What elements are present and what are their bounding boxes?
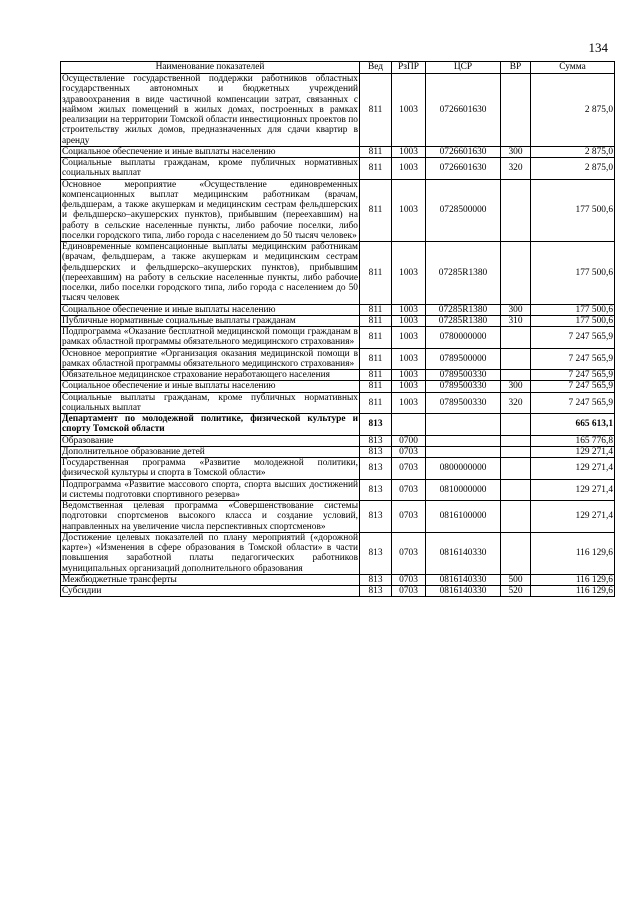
cell-vr: 500 [501,574,531,585]
cell-name: Социальное обеспечение и иные выплаты населению [61,381,360,392]
table-row [61,458,615,480]
cell-rzpr: 0703 [392,479,426,501]
cell-name: Осуществление государственной поддержки работников областных государственных автономных и бюджетных учреждений здравоохранения в виде частичной компенсации затрат, связанных с наймом жилых помещений в жилых домах, построенных в рамках реализации на территории Томской области инвестиционных проектов по строительству жилых домов, предназначенных для сдачи квартир в аренду [62,74,358,146]
cell-sum: 177 500,6 [531,179,615,242]
cell-csr: 0789500000 [426,348,501,370]
header-rzpr: РзПР [392,62,426,74]
cell-rzpr: 1003 [392,392,426,414]
cell-name: Субсидии [61,586,360,597]
header-ved: Вед [360,62,392,74]
cell-name: Межбюджетные трансферты [61,574,360,585]
cell-rzpr: 1003 [392,74,426,147]
cell-sum: 7 247 565,9 [531,327,615,349]
page-number: 134 [588,40,608,55]
cell-vr: 320 [501,392,531,414]
cell-sum: 2 875,0 [531,146,615,157]
cell-csr: 0789500330 [426,381,501,392]
cell-vr: 320 [501,158,531,180]
cell-vr [501,348,531,370]
cell-ved: 813 [360,479,392,501]
cell-vr: 300 [501,146,531,157]
cell-sum: 116 129,6 [531,586,615,597]
cell-name: Основное мероприятие «Осуществление единовременных компенсационных выплат медицинским работникам (врачам, фельдшерам, а также акушеркам и медицинским сестрам фельдшерских и фельдшерско–акушерских пунктов), прибывшим (переехавшим) на работу в сельские населенные пункты, либо рабочие поселки, либо поселки городского типа, либо города с населением до 50 тысяч человек» [62,179,358,241]
cell-ved: 811 [360,381,392,392]
table-row [61,381,615,392]
cell-ved: 811 [360,74,392,147]
cell-csr: 0816140330 [426,574,501,585]
cell-csr: 07285R1380 [426,304,501,315]
cell-name: Подпрограмма «Развитие массового спорта, спорта высших достижений и системы подготовки спортивного резерва» [62,479,358,500]
table-row [61,327,615,349]
cell-csr: 07285R1380 [426,242,501,305]
cell-ved: 813 [360,532,392,574]
table-row [61,370,615,381]
cell-ved: 811 [360,315,392,326]
cell-vr: 520 [501,586,531,597]
budget-table [60,61,615,597]
table-row [61,392,615,414]
cell-name: Публичные нормативные социальные выплаты гражданам [61,315,360,326]
cell-rzpr [392,414,426,436]
cell-vr [501,242,531,305]
cell-rzpr: 1003 [392,304,426,315]
cell-sum: 116 129,6 [531,574,615,585]
cell-csr: 0726601630 [426,146,501,157]
table-row [61,435,615,446]
cell-vr [501,532,531,574]
cell-ved: 813 [360,446,392,457]
table-row [61,479,615,501]
cell-ved: 813 [360,414,392,436]
cell-vr [501,370,531,381]
table-row [61,158,615,180]
cell-vr [501,414,531,436]
cell-name: Достижение целевых показателей по плану мероприятий («дорожной карте») «Изменения в сфере образования в Томской области» в части повышения заработной платы педагогических работников муниципальных организаций дополнительного образования [62,532,358,574]
cell-ved: 811 [360,179,392,242]
table-row [61,414,615,436]
cell-csr [426,446,501,457]
table-row [61,242,615,305]
cell-csr: 0816140330 [426,586,501,597]
cell-csr: 0789500330 [426,370,501,381]
cell-ved: 811 [360,370,392,381]
cell-vr [501,479,531,501]
cell-vr [501,179,531,242]
cell-sum: 177 500,6 [531,304,615,315]
cell-vr [501,458,531,480]
cell-ved: 811 [360,327,392,349]
cell-csr [426,414,501,436]
cell-ved: 811 [360,304,392,315]
table-row [61,574,615,585]
header-csr: ЦСР [426,62,501,74]
cell-rzpr: 0700 [392,435,426,446]
cell-rzpr: 0703 [392,458,426,480]
cell-vr: 300 [501,381,531,392]
cell-vr [501,501,531,533]
cell-vr: 300 [501,304,531,315]
cell-rzpr: 0703 [392,446,426,457]
cell-sum: 129 271,4 [531,458,615,480]
cell-rzpr: 1003 [392,327,426,349]
cell-name: Социальное обеспечение и иные выплаты населению [61,304,360,315]
cell-ved: 813 [360,586,392,597]
cell-name: Образование [61,435,360,446]
cell-name: Государственная программа «Развитие молодежной политики, физической культуры и спорта в Томской области» [62,458,358,479]
cell-rzpr: 1003 [392,315,426,326]
table-row [61,304,615,315]
cell-ved: 813 [360,458,392,480]
cell-csr: 0810000000 [426,479,501,501]
table-row [61,315,615,326]
cell-csr: 0728500000 [426,179,501,242]
cell-name: Подпрограмма «Оказание бесплатной медицинской помощи гражданам в рамках областной программы обязательного медицинского страхования» [62,327,358,348]
cell-ved: 811 [360,392,392,414]
cell-sum: 116 129,6 [531,532,615,574]
cell-name: Дополнительное образование детей [61,446,360,457]
cell-name: Департамент по молодежной политике, физической культуре и спорту Томской области [62,414,358,435]
table-row [61,74,615,147]
cell-vr [501,435,531,446]
cell-rzpr: 0703 [392,532,426,574]
cell-sum: 177 500,6 [531,242,615,305]
table-row [61,501,615,533]
table-row [61,179,615,242]
table-row [61,446,615,457]
cell-csr: 07285R1380 [426,315,501,326]
cell-csr: 0726601630 [426,74,501,147]
cell-rzpr: 0703 [392,574,426,585]
cell-csr: 0816140330 [426,532,501,574]
cell-name: Единовременные компенсационные выплаты медицинским работникам (врачам, фельдшерам, а также акушеркам и медицинским сестрам фельдшерских и фельдшерско–акушерских пунктов), прибывшим (переехавшим) на работу в сельские населенные пункты, либо рабочие поселки, либо поселки городского типа, либо города с населением до 50 тысяч человек [62,242,358,304]
cell-rzpr: 1003 [392,242,426,305]
cell-ved: 813 [360,501,392,533]
cell-sum: 7 247 565,9 [531,348,615,370]
cell-csr [426,435,501,446]
cell-vr [501,327,531,349]
cell-rzpr: 1003 [392,158,426,180]
cell-rzpr: 1003 [392,348,426,370]
table-row [61,348,615,370]
cell-vr: 310 [501,315,531,326]
cell-ved: 811 [360,158,392,180]
cell-name: Основное мероприятие «Организация оказания медицинской помощи в рамках областной программы обязательного медицинского страхования» [62,348,358,369]
cell-rzpr: 1003 [392,370,426,381]
table-header-row [61,62,615,74]
cell-name: Ведомственная целевая программа «Совершенствование системы подготовки спортсменов высокого класса и создание условий, направленных на увеличение числа перспективных спортсменов» [62,501,358,532]
cell-rzpr: 1003 [392,146,426,157]
cell-ved: 811 [360,146,392,157]
cell-name: Социальные выплаты гражданам, кроме публичных нормативных социальных выплат [62,158,358,179]
cell-vr [501,74,531,147]
cell-csr: 0780000000 [426,327,501,349]
header-sum: Сумма [531,62,615,74]
cell-ved: 813 [360,574,392,585]
header-vr: ВР [501,62,531,74]
cell-csr: 0800000000 [426,458,501,480]
table-row [61,532,615,574]
table-row [61,146,615,157]
cell-name: Обязательное медицинское страхование неработающего населения [61,370,360,381]
cell-rzpr: 0703 [392,501,426,533]
cell-rzpr: 1003 [392,381,426,392]
cell-csr: 0789500330 [426,392,501,414]
cell-sum: 7 247 565,9 [531,370,615,381]
table-row [61,586,615,597]
cell-sum: 129 271,4 [531,446,615,457]
cell-sum: 2 875,0 [531,158,615,180]
cell-csr: 0726601630 [426,158,501,180]
cell-ved: 813 [360,435,392,446]
cell-sum: 7 247 565,9 [531,381,615,392]
cell-sum: 165 776,8 [531,435,615,446]
cell-vr [501,446,531,457]
cell-sum: 665 613,1 [531,414,615,436]
cell-ved: 811 [360,242,392,305]
header-name: Наименование показателей [61,62,360,74]
cell-sum: 2 875,0 [531,74,615,147]
cell-sum: 129 271,4 [531,479,615,501]
cell-csr: 0816100000 [426,501,501,533]
cell-sum: 177 500,6 [531,315,615,326]
cell-sum: 129 271,4 [531,501,615,533]
cell-ved: 811 [360,348,392,370]
cell-rzpr: 1003 [392,179,426,242]
cell-name: Социальные выплаты гражданам, кроме публичных нормативных социальных выплат [62,392,358,413]
cell-name: Социальное обеспечение и иные выплаты населению [61,146,360,157]
cell-rzpr: 0703 [392,586,426,597]
cell-sum: 7 247 565,9 [531,392,615,414]
